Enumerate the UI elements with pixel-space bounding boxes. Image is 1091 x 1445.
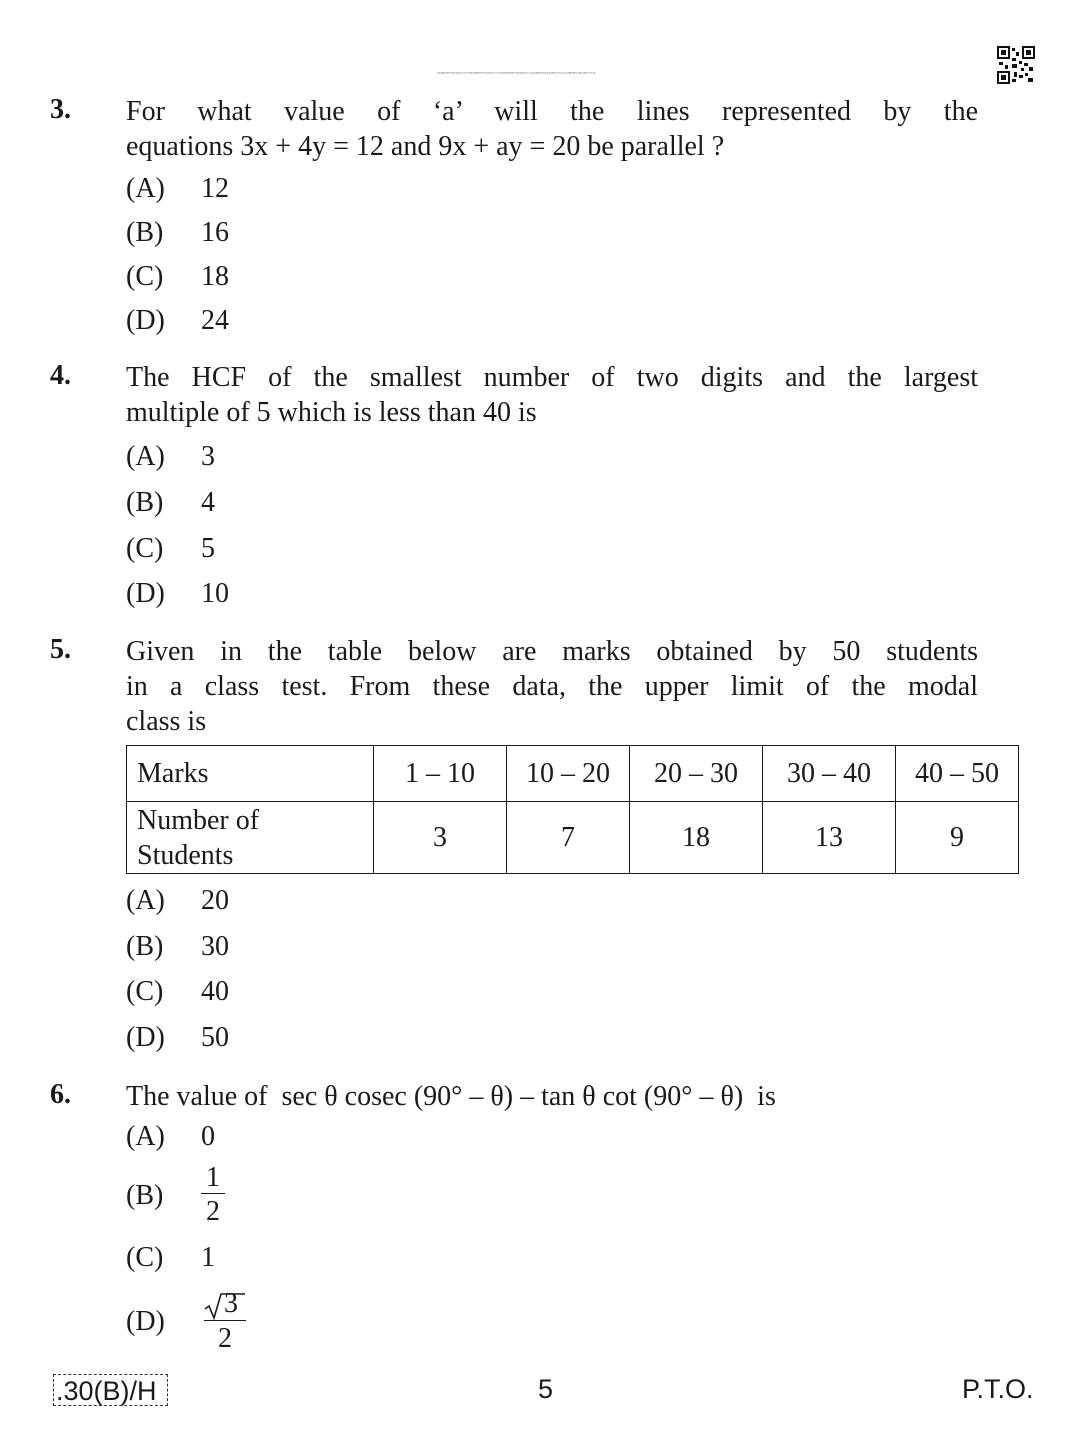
question-number: 6. (50, 1079, 71, 1110)
option-value: 0 (201, 1121, 215, 1152)
table-cell: 1 – 10 (374, 746, 507, 802)
radicand: 3 (224, 1288, 238, 1319)
option-letter: (B) (126, 1180, 164, 1211)
option-value: 1 (201, 1242, 215, 1273)
question-number: 5. (50, 634, 71, 665)
fraction-numerator (204, 1288, 246, 1320)
option-letter: (B) (126, 487, 164, 518)
option-value: 24 (201, 305, 229, 336)
qr-code-icon (997, 46, 1035, 84)
fraction-numerator: 1 (206, 1162, 220, 1193)
option-value: 50 (201, 1022, 229, 1053)
option-value: 20 (201, 885, 229, 916)
option-letter: (D) (126, 1306, 165, 1337)
table-header-cell: Marks (127, 746, 374, 802)
option-letter: (C) (126, 1242, 164, 1273)
question-text-line: For what value of ‘a’ will the lines represented by the (126, 96, 978, 127)
table-cell: 9 (896, 802, 1019, 874)
option-value: 40 (201, 976, 229, 1007)
option-letter: (D) (126, 305, 165, 336)
question-text-line: equations 3x + 4y = 12 and 9x + ay = 20 be parallel ? (126, 131, 725, 162)
marks-table (126, 745, 1019, 874)
fraction-denominator: 2 (206, 1196, 220, 1227)
table-row (127, 746, 1019, 802)
option-letter: (D) (126, 1022, 165, 1053)
fraction-denominator: 2 (218, 1323, 232, 1354)
table-cell: 10 – 20 (507, 746, 630, 802)
question-text-line: in a class test. From these data, the upper limit of the modal (126, 671, 978, 702)
fraction-root-three-over-two (204, 1288, 246, 1357)
row-label-line: Students (137, 839, 234, 871)
question-text-line: Given in the table below are marks obtained by 50 students (126, 636, 978, 667)
option-letter: (A) (126, 885, 165, 916)
option-letter: (A) (126, 441, 165, 472)
table-cell: 40 – 50 (896, 746, 1019, 802)
table-cell: 3 (374, 802, 507, 874)
option-value: 12 (201, 173, 229, 204)
option-value: 4 (201, 487, 215, 518)
question-text-line: class is (126, 706, 207, 737)
table-cell: 18 (630, 802, 763, 874)
paper-code: .30(B)/H (53, 1374, 168, 1406)
option-letter: (A) (126, 1121, 165, 1152)
page-number: 5 (538, 1374, 554, 1404)
option-value: 5 (201, 533, 215, 564)
option-letter: (C) (126, 533, 164, 564)
option-letter: (B) (126, 931, 164, 962)
option-letter: (C) (126, 976, 164, 1007)
option-letter: (C) (126, 261, 164, 292)
option-value: 30 (201, 931, 229, 962)
table-row (127, 802, 1019, 874)
question-text-line: multiple of 5 which is less than 40 is (126, 397, 537, 428)
question-text: The value of sec θ cosec (90° – θ) – tan θ cot (90° – θ) is (126, 1081, 776, 1112)
table-header-cell (127, 802, 374, 874)
please-turn-over: P.T.O. (962, 1374, 1034, 1404)
row-label-line: Number of (137, 804, 260, 836)
option-value: 16 (201, 217, 229, 248)
option-letter: (B) (126, 217, 164, 248)
option-value: 18 (201, 261, 229, 292)
question-text-line: The HCF of the smallest number of two digits and the largest (126, 362, 978, 393)
table-cell: 30 – 40 (763, 746, 896, 802)
micro-security-text: NMHFPHVFKIPRVSVWNMHFPHVFKIPRVSVWNMHFPHVFKIPRVSVWNMHFPHVFKIPRVSVWNMHFPHVFKIPRVSVW (437, 71, 596, 75)
table-cell: 20 – 30 (630, 746, 763, 802)
option-letter: (D) (126, 578, 165, 609)
option-value: 10 (201, 578, 229, 609)
question-number: 3. (50, 94, 71, 125)
table-cell: 7 (507, 802, 630, 874)
option-letter: (A) (126, 173, 165, 204)
question-number: 4. (50, 360, 71, 391)
fraction-one-half (201, 1163, 225, 1230)
option-value: 3 (201, 441, 215, 472)
table-cell: 13 (763, 802, 896, 874)
